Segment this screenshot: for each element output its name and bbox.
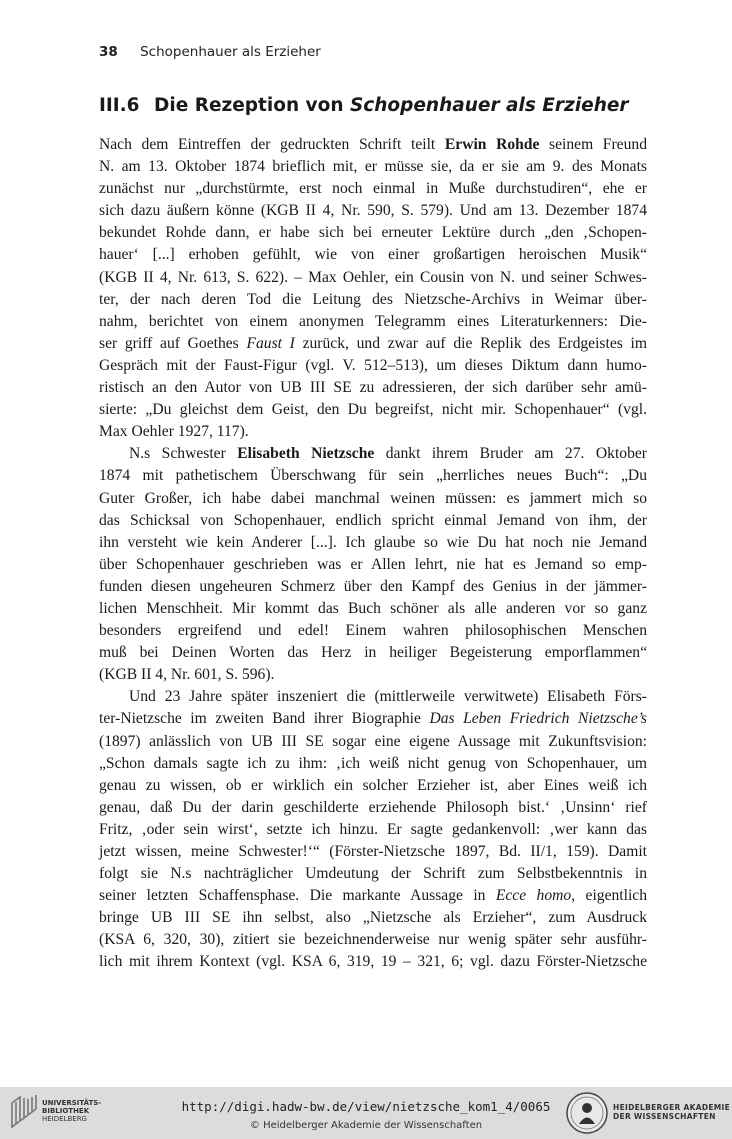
text-run: N. am 13. Oktober 1874 brieflich mit, er müsse sie, da er sie am 9. des Monats xyxy=(99,158,647,176)
text-line xyxy=(99,399,647,421)
text-run: Fritz, ‚oder sein wirst‘, setzte ich hinzu. Er sagte gedankenvoll: ‚wer kann das xyxy=(99,820,647,838)
text-run: genau, daß Du der darin geschilderte erziehende Philosoph bist.‘ ‚Unsinn‘ rief xyxy=(99,798,647,816)
text-line xyxy=(99,841,647,863)
text-line xyxy=(99,222,647,244)
text-run: lichen Menschheit. Mir kommt das Buch schöner als alle anderen vor so ganz xyxy=(99,599,647,617)
text-run: zurück, und zwar auf die Replik des Erdgeistes im xyxy=(294,334,647,352)
academy-seal-icon xyxy=(565,1091,609,1135)
text-run: lich mit ihrem Kontext (vgl. KSA 6, 319, 19 – 321, 6; vgl. dazu Förster-Nietzsche xyxy=(99,953,647,971)
academy-name-line1: HEIDELBERGER AKADEMIE xyxy=(613,1103,731,1112)
text-run: das Schicksal von Schopenhauer, endlich spricht einmal Jemand von ihm, der xyxy=(99,511,647,529)
text-line xyxy=(99,267,647,289)
academy-name xyxy=(613,1103,730,1121)
text-run: ihn versteht wie kein Anderer [...]. Ich glaube so wie Du hat noch nie Jemand xyxy=(99,533,647,551)
text-run: dankt ihrem Bruder am 27. Oktober xyxy=(374,445,647,463)
source-url-link[interactable]: http://digi.hadw-bw.de/view/nietzsche_kom1_4/0065 xyxy=(181,1099,551,1114)
text-run: zunächst nur „durchstürmte, erst noch einmal in Muße durchstudiren“, ehe er xyxy=(99,180,647,198)
text-line xyxy=(99,244,647,266)
text-run: seiner letzten Schaffensphase. Die markante Aussage in xyxy=(99,887,496,905)
paragraph xyxy=(99,686,647,973)
text-run: über Schopenhauer geschrieben was er Allen lehrt, nie hat es Jemand so emp- xyxy=(99,555,647,573)
copyright-notice: © Heidelberger Akademie der Wissenschaften xyxy=(249,1120,483,1131)
section-title-italic: Schopenhauer als Erzieher xyxy=(349,95,629,116)
text-run: bringe UB III SE ihn selbst, also „Nietzsche als Erzieher“, zum Ausdruck xyxy=(99,909,647,927)
text-line xyxy=(99,753,647,775)
section-number: III.6 xyxy=(99,95,140,116)
text-run: bekundet Rohde dann, er habe sich bei erneuter Lektüre durch „den ‚Schopen- xyxy=(99,224,647,242)
text-run: ter-Nietzsche im zweiten Band ihrer Biographie xyxy=(99,710,430,728)
text-run: Und 23 Jahre später inszeniert die (mittlerweile verwitwete) Elisabeth Förs- xyxy=(129,688,647,706)
text-line xyxy=(99,156,647,178)
text-run: genau zu wissen, ob er wirklich ein solcher Erzieher ist, aber Eines weiß ich xyxy=(99,776,647,794)
text-line xyxy=(99,885,647,907)
section-title-text: Die Rezeption von xyxy=(154,95,344,116)
library-name-line2: BIBLIOTHEK xyxy=(42,1107,90,1115)
person-name-bold: Erwin Rohde xyxy=(444,136,540,153)
text-line xyxy=(99,488,647,510)
text-line xyxy=(99,178,647,200)
text-line xyxy=(99,134,647,156)
text-line xyxy=(99,465,647,487)
paragraph xyxy=(99,134,647,443)
text-run: ter, der nach deren Tod die Leitung des Nietzsche-Archivs in Weimar über- xyxy=(99,290,647,308)
work-title-italic: Ecce homo xyxy=(495,887,572,905)
text-line xyxy=(99,554,647,576)
text-line xyxy=(99,333,647,355)
text-run: „Schon damals sagte ich zu ihm: ‚ich weiß nicht genug von Schopenhauer, um xyxy=(99,754,647,772)
text-run: Max Oehler 1927, 117). xyxy=(99,423,249,441)
text-run: (KGB II 4, Nr. 613, S. 622). – Max Oehler, ein Cousin von N. und seiner Schwes- xyxy=(99,268,647,286)
work-title-italic: Das Leben Friedrich Nietzsche’s xyxy=(429,710,647,728)
text-run: muß bei Deinen Worten das Herz in heiliger Begeisterung emporflammen“ xyxy=(99,644,647,662)
section-title xyxy=(99,95,629,116)
text-run: 1874 mit pathetischem Überschwang für sein „herrliches neues Buch“: „Du xyxy=(99,467,647,485)
text-run: besonders ergreifend und edel! Einem wahren philosophischen Menschen xyxy=(99,622,647,640)
text-line xyxy=(99,664,647,686)
text-line xyxy=(99,951,647,973)
text-run: (KGB II 4, Nr. 601, S. 596). xyxy=(99,666,275,684)
person-name-bold: Elisabeth Nietzsche xyxy=(237,445,375,463)
academy-name-line2: DER WISSENSCHAFTEN xyxy=(613,1112,716,1121)
text-run: Guter Großer, ich habe dabei manchmal weinen müssen: es jammert mich so xyxy=(99,489,647,507)
text-line xyxy=(99,797,647,819)
text-line xyxy=(99,510,647,532)
text-line xyxy=(99,642,647,664)
text-line xyxy=(99,731,647,753)
text-line xyxy=(99,929,647,951)
text-run: ristisch an den Autor von UB III SE zu adressieren, der sich darüber sehr amü- xyxy=(99,379,647,397)
text-run: (1897) anlässlich von UB III SE sogar eine eigene Aussage mit Zukunftsvision: xyxy=(99,732,647,750)
body-text xyxy=(99,134,647,974)
footer-bar xyxy=(0,1087,732,1139)
text-run: ser griff auf Goethes xyxy=(99,334,247,352)
text-run: funden diesen ungeheuren Schmerz über den Kampf des Genius in der jämmer- xyxy=(99,577,647,595)
text-line xyxy=(99,708,647,730)
text-run: folgt sie N.s nachträglicher Umdeutung der Schrift zum Selbstbekenntnis in xyxy=(99,865,647,883)
text-line xyxy=(99,200,647,222)
text-run: Gespräch mit der Faust-Figur (vgl. V. 512–513), um dieses Diktum dann humo- xyxy=(99,356,647,374)
text-run: sierte: „Du gleichst dem Geist, den Du begreifst, nicht mir. Schopenhauer“ (vgl. xyxy=(99,401,647,419)
text-line xyxy=(99,289,647,311)
text-line xyxy=(99,421,647,443)
text-line xyxy=(99,907,647,929)
text-run: N.s Schwester xyxy=(129,445,238,463)
running-title: Schopenhauer als Erzieher xyxy=(140,44,321,60)
text-line xyxy=(99,377,647,399)
work-title-italic: Faust I xyxy=(246,334,295,352)
page-number: 38 xyxy=(99,44,118,60)
text-line xyxy=(99,863,647,885)
text-run: (KSA 6, 320, 30), zitiert sie bezeichnenderweise nur wenig später sehr ausführ- xyxy=(99,931,647,949)
text-line xyxy=(99,576,647,598)
text-line xyxy=(99,775,647,797)
text-run: sich dazu äußern könne (KGB II 4, Nr. 590, S. 579). Und am 13. Dezember 1874 xyxy=(99,202,647,220)
text-line xyxy=(99,686,647,708)
text-line xyxy=(99,598,647,620)
text-run: hauer‘ [...] erhoben gefühlt, wie von einer großartigen heroischen Musik“ xyxy=(99,246,647,264)
text-run: jetzt wissen, meine Schwester!‘“ (Förster-Nietzsche 1897, Bd. II/1, 159). Damit xyxy=(99,843,647,860)
text-line xyxy=(99,819,647,841)
library-name-line3: HEIDELBERG xyxy=(42,1115,87,1123)
text-run: nahm, berichtet von einem anonymen Telegramm eines Literaturkenners: Die- xyxy=(99,312,647,330)
text-line xyxy=(99,443,647,465)
paragraph xyxy=(99,443,647,686)
text-line xyxy=(99,355,647,377)
running-header xyxy=(99,44,321,60)
library-name-line1: UNIVERSITÄTS- xyxy=(42,1099,102,1107)
text-run: Nach dem Eintreffen der gedruckten Schrift teilt xyxy=(99,136,445,153)
text-line xyxy=(99,620,647,642)
text-line xyxy=(99,311,647,333)
text-run: , eigentlich xyxy=(571,887,648,905)
text-line xyxy=(99,532,647,554)
text-run: seinem Freund xyxy=(539,136,647,153)
